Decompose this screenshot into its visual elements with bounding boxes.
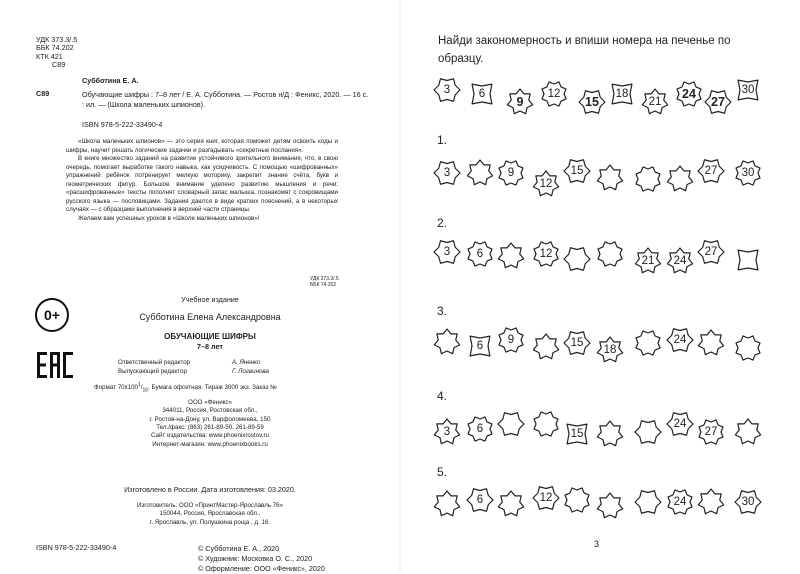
cookie-number	[634, 165, 662, 193]
cookie-number	[433, 328, 461, 356]
udk-code: УДК 373.3/.5	[36, 35, 78, 44]
book-title: ОБУЧАЮЩИЕ ШИФРЫ	[164, 332, 256, 341]
cookie-number	[697, 329, 725, 357]
publisher-site: Сайт издательства: www.phoenixrostov.ru	[151, 432, 269, 440]
cookie-number: 15	[570, 428, 584, 440]
cookie-number	[532, 410, 560, 438]
format-prefix: Формат 70x100	[94, 384, 138, 392]
bbk-small: ББК 74.202	[310, 282, 337, 288]
cookie-star[interactable]	[433, 490, 461, 518]
edition-type: Учебное издание	[181, 295, 239, 304]
cookie-star[interactable]	[666, 247, 694, 275]
udk-small: УДК 373.3/.5	[310, 276, 339, 282]
cookie-octagon[interactable]	[532, 240, 560, 268]
cookie-number: 24	[682, 87, 696, 101]
manufacturer-name: Изготовитель: ООО «ПринтМастер-Ярославль 76»	[136, 502, 284, 509]
publisher-phone: Тел./факс: (863) 261-89-50, 261-89-59	[156, 424, 264, 432]
ktk-code: КТК 421	[36, 51, 63, 61]
format-suffix: . Бумага офсетная. Тираж 3000 экз. Заказ №	[148, 384, 277, 392]
cookie-octagon[interactable]	[497, 326, 525, 354]
format-fraction-denominator: 16	[142, 387, 149, 394]
cookie-number: 15	[570, 337, 584, 349]
cookie-number: 3	[443, 426, 451, 438]
cookie-number	[596, 164, 624, 192]
cookie-number: 18	[603, 344, 617, 356]
cookie-hexagon[interactable]	[704, 88, 732, 116]
editor-role: Выпускающий редактор	[118, 368, 187, 375]
cookie-octagon[interactable]	[466, 240, 494, 268]
cookie-octagon[interactable]	[666, 488, 694, 516]
copyright-line: © Оформление: ООО «Феникс», 2020	[198, 564, 325, 574]
cookie-hexagon[interactable]	[532, 484, 560, 512]
small-classification	[310, 276, 339, 288]
cookie-hexagon[interactable]	[433, 159, 461, 187]
cookie-hexagon[interactable]	[666, 410, 694, 438]
cookie-octagon[interactable]	[563, 486, 591, 514]
cookie-number	[563, 245, 591, 273]
author-full-name: Субботина Елена Александровна	[139, 312, 281, 322]
cookie-number: 30	[741, 167, 755, 179]
copyright-block	[198, 544, 325, 574]
cookie-octagon[interactable]	[596, 240, 624, 268]
cookie-square[interactable]	[468, 80, 496, 108]
cookie-number: 30	[741, 84, 755, 96]
cookie-number: 6	[476, 248, 484, 260]
annotation-paragraph: Желаем вам успешных уроков в «Школе маленьких шпионов»!	[78, 214, 260, 222]
eac-conformity-mark	[36, 350, 74, 380]
editor-name: А. Яненко	[232, 359, 261, 366]
cookie-number: 12	[539, 248, 553, 260]
cookie-number: 12	[539, 492, 553, 504]
exercise-number: 5.	[437, 465, 448, 479]
cookie-number	[596, 240, 624, 268]
cookie-number	[596, 420, 624, 448]
cookie-star[interactable]	[596, 420, 624, 448]
cookie-number	[634, 418, 662, 446]
cookie-hexagon[interactable]	[634, 418, 662, 446]
cookie-number: 24	[673, 334, 687, 346]
cookie-number: 12	[547, 88, 561, 100]
cookie-number: 15	[570, 165, 584, 177]
cookie-number	[634, 329, 662, 357]
cookie-number: 21	[648, 96, 662, 108]
cookie-number: 6	[478, 88, 486, 100]
cookie-square[interactable]	[563, 420, 591, 448]
cookie-number: 3	[443, 84, 451, 96]
cookie-star[interactable]	[697, 329, 725, 357]
cookie-star[interactable]	[497, 242, 525, 270]
annotation-paragraph: В книге множество заданий на развитие устойчивого зрительного внимания, что, в свою очередь, помогает выработке такого навыка, как усидчивость. С помощью «шифрованных» упражнений ребёнок потренирует мелкую моторику, закрепит знание счёта, букв и геометрических фигур. Большое внимание уделено развитию мышления и речи: «расшифрованные» тексты пополнят словарный запас малыша, познакомят с сокровищами русского языка — пословицами. Задания даются в виде кратких пояснений, а в некоторых случаях — с образцами выполнения в верхней части страницы.	[66, 155, 338, 214]
cookie-square[interactable]	[466, 332, 494, 360]
exercise-number: 2.	[437, 216, 448, 230]
cookie-hexagon[interactable]	[734, 488, 762, 516]
left-page-imprint	[0, 0, 400, 572]
cookie-star[interactable]	[697, 488, 725, 516]
cookie-star[interactable]	[596, 492, 624, 520]
cookie-star[interactable]	[506, 88, 534, 116]
cookie-octagon[interactable]	[697, 418, 725, 446]
bibliographic-description: Обучающие шифры : 7–8 лет / Е. А. Субботина. — Ростов н/Д : Феникс, 2020. — 16 с. : ил. — (Школа маленьких шпионов).	[82, 90, 369, 110]
print-format: Формат $70x100^1/_{16}$. Бумага офсетная. Тираж 3000 экз. Заказ №	[94, 382, 277, 394]
cookie-number	[634, 488, 662, 516]
format-fraction-numerator: 1	[138, 382, 141, 388]
cookie-hexagon[interactable]	[697, 157, 725, 185]
cookie-number	[697, 488, 725, 516]
cookie-star[interactable]	[634, 247, 662, 275]
cookie-hexagon[interactable]	[666, 326, 694, 354]
cookie-number: 6	[476, 494, 484, 506]
cookie-number: 24	[673, 255, 687, 267]
manufacturer-block	[80, 502, 340, 527]
cookie-number: 27	[711, 95, 725, 109]
editor-role: Ответственный редактор	[118, 359, 191, 366]
cookie-number	[497, 410, 525, 438]
cookie-hexagon[interactable]	[563, 157, 591, 185]
publisher-block	[100, 399, 320, 449]
cookie-star[interactable]	[433, 418, 461, 446]
cookie-number	[734, 334, 762, 362]
cookie-octagon[interactable]	[466, 415, 494, 443]
cookie-square[interactable]	[608, 80, 636, 108]
isbn-bottom: ISBN 978-5-222-33490-4	[36, 543, 117, 552]
cookie-octagon[interactable]	[734, 334, 762, 362]
cookie-number: 6	[476, 423, 484, 435]
cookie-star[interactable]	[734, 418, 762, 446]
cookie-star[interactable]	[433, 328, 461, 356]
cookie-hexagon[interactable]	[634, 488, 662, 516]
cookie-number: 27	[704, 426, 718, 438]
cookie-number	[497, 490, 525, 518]
cookie-octagon[interactable]	[675, 80, 703, 108]
author-heading: Субботина Е. А.	[82, 76, 139, 85]
exercise-number: 3.	[437, 304, 448, 318]
cookie-number: 6	[476, 340, 484, 352]
cookie-hexagon[interactable]	[697, 238, 725, 266]
cookie-octagon[interactable]	[497, 159, 525, 187]
cookie-hexagon[interactable]	[433, 76, 461, 104]
cookie-hexagon[interactable]	[433, 238, 461, 266]
cookie-number	[466, 159, 494, 187]
cookie-number: 15	[585, 95, 599, 109]
publisher-shop: Интернет-магазин: www.phoenixbooks.ru	[152, 440, 268, 448]
copyright-line: © Субботина Е. А., 2020	[198, 544, 280, 553]
cookie-octagon[interactable]	[634, 165, 662, 193]
manufacturer-address: г. Ярославль, ул. Полушкина роща , д. 16.	[149, 518, 271, 526]
cookie-number	[563, 486, 591, 514]
cookie-number: 12	[539, 178, 553, 190]
cookie-square[interactable]	[734, 246, 762, 274]
cookie-number: 24	[673, 496, 687, 508]
cookie-number: 18	[615, 88, 629, 100]
exercise-number: 4.	[437, 389, 448, 403]
cookie-star[interactable]	[596, 336, 624, 364]
cookie-star[interactable]	[532, 170, 560, 198]
cookie-number: 27	[704, 165, 718, 177]
classification-block	[36, 36, 77, 69]
publisher-address: г. Ростов-на-Дону, ул. Варфоломеева, 150	[149, 415, 271, 423]
cookie-star[interactable]	[666, 165, 694, 193]
cookie-hexagon[interactable]	[563, 329, 591, 357]
author-sign: С89	[52, 59, 66, 69]
age-rating-badge: 0+	[35, 298, 69, 332]
cookie-octagon[interactable]	[634, 329, 662, 357]
cookie-number	[734, 418, 762, 446]
cookie-number: 21	[641, 255, 655, 267]
cookie-number: 3	[443, 167, 451, 179]
cookie-number: 30	[741, 496, 755, 508]
cookie-number: 27	[704, 246, 718, 258]
cookie-number: 9	[516, 95, 524, 109]
cookie-hexagon[interactable]	[578, 88, 606, 116]
cookie-number: 3	[443, 246, 451, 258]
cookie-number	[596, 492, 624, 520]
cookie-number	[532, 333, 560, 361]
page-number: 3	[594, 539, 600, 549]
publisher-name: ООО «Феникс»	[188, 399, 232, 406]
cookie-number	[433, 490, 461, 518]
cookie-octagon[interactable]	[734, 159, 762, 187]
isbn-top: ISBN 978-5-222-33490-4	[82, 120, 163, 129]
annotation	[66, 138, 338, 223]
cookie-hexagon[interactable]	[497, 410, 525, 438]
author-code: С89	[36, 89, 50, 98]
made-in-info: Изготовлено в России. Дата изготовления: 03.2020.	[124, 485, 296, 494]
cookie-number	[734, 246, 762, 274]
book-age: 7–8 лет	[197, 342, 223, 351]
cookie-hexagon[interactable]	[563, 245, 591, 273]
annotation-paragraph: «Школа маленьких шпионов» — это серия книг, которая поможет детям освоить коды и шифры, научит решать логические задачки и разгадывать «секретные послания».	[66, 138, 338, 154]
cookie-octagon[interactable]	[540, 80, 568, 108]
cookie-hexagon[interactable]	[466, 486, 494, 514]
cookie-star[interactable]	[497, 490, 525, 518]
cookie-number: 24	[673, 418, 687, 430]
exercise-number: 1.	[437, 133, 448, 147]
cookie-star[interactable]	[466, 159, 494, 187]
bbk-code: ББК 74.202	[36, 43, 74, 53]
cookie-star[interactable]	[532, 333, 560, 361]
cookie-number: 9	[507, 167, 515, 179]
cookie-number	[497, 242, 525, 270]
cookie-number: 9	[507, 334, 515, 346]
cookie-number	[666, 165, 694, 193]
editor-name: Г. Логвинова	[232, 368, 269, 375]
cookie-star[interactable]	[641, 88, 669, 116]
cookie-octagon[interactable]	[532, 410, 560, 438]
exercise-instruction: Найди закономерность и впиши номера на печенье по образцу.	[438, 35, 731, 66]
publisher-address: 344011, Россия, Ростовская обл.,	[162, 407, 258, 415]
manufacturer-address: 150044, Россия, Ярославская обл.,	[159, 510, 261, 518]
copyright-line: © Художник: Московка О. С., 2020	[198, 554, 313, 564]
cookie-star[interactable]	[596, 164, 624, 192]
cookie-square[interactable]	[734, 76, 762, 104]
